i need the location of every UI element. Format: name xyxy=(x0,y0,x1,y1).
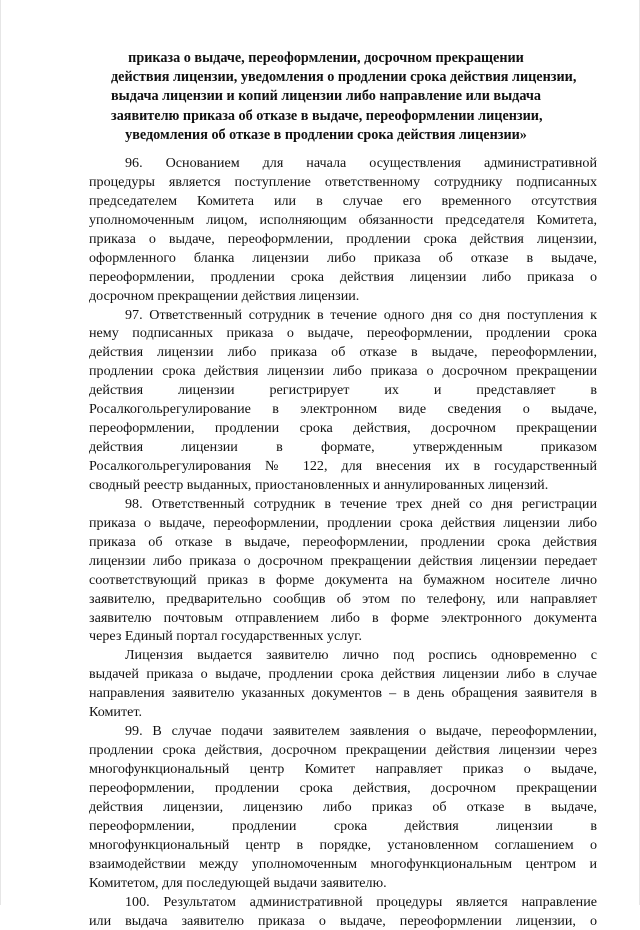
text-line: переоформлении, продлении срока действия лицензии в xyxy=(89,817,597,836)
text-line: многофункциональный центр Комитет направляет приказ о выдаче, xyxy=(89,760,597,779)
text-line: сводный реестр выданных, приостановленных и аннулированных лицензий. xyxy=(89,476,597,495)
text-line: или выдача заявителю приказа о выдаче, переоформлении лицензии, о xyxy=(89,912,597,930)
text-line: выдачей приказа о выдаче, продлении срока действия лицензии либо в случае xyxy=(89,665,597,684)
text-line: 99. В случае подачи заявителем заявления о выдаче, переоформлении, xyxy=(89,722,597,741)
text-line: 97. Ответственный сотрудник в течение одного дня со дня поступления к xyxy=(89,306,597,325)
paragraph-100 xyxy=(89,893,597,930)
text-line: Росалкогольрегулирования № 122, для внесения их в государственный xyxy=(89,457,597,476)
text-line: приказа о выдаче, переоформлении, продлении срока действия лицензии, xyxy=(89,230,597,249)
heading-line: заявителю приказа об отказе в выдаче, переоформлении лицензии, xyxy=(111,107,541,126)
text-line: процедуры является поступление ответственному сотруднику подписанных xyxy=(89,173,597,192)
text-line: заявителю почтовым отправлением либо в форме электронного документа xyxy=(89,609,597,628)
text-line: приказа об отказе в выдаче, переоформлении, продлении срока действия xyxy=(89,533,597,552)
text-line: Росалкогольрегулирование в электронном виде сведения о выдаче, xyxy=(89,400,597,419)
document-body xyxy=(89,154,597,930)
heading-line: приказа о выдаче, переоформлении, досрочном прекращении xyxy=(111,49,541,68)
text-line: председателем Комитета или в случае его временного отсутствия xyxy=(89,192,597,211)
text-line: действия лицензии регистрирует их и представляет в xyxy=(89,381,597,400)
text-line: многофункциональный центр в порядке, установленном соглашением о xyxy=(89,836,597,855)
text-line: взаимодействии между уполномоченным многофункциональным центром и xyxy=(89,855,597,874)
paragraph-99 xyxy=(89,722,597,892)
text-line: досрочном прекращении действия лицензии. xyxy=(89,287,597,306)
text-line: действия лицензии в формате, утвержденным приказом xyxy=(89,438,597,457)
heading-line: выдача лицензии и копий лицензии либо направление или выдача xyxy=(111,87,541,106)
text-line: 98. Ответственный сотрудник в течение трех дней со дня регистрации xyxy=(89,495,597,514)
text-line: направления заявителю указанных документов – в день обращения заявителя в xyxy=(89,684,597,703)
paragraph-97 xyxy=(89,306,597,495)
text-line: Комитетом, для последующей выдачи заявителю. xyxy=(89,874,597,893)
text-line: уполномоченным лицом, исполняющим обязанности председателя Комитета, xyxy=(89,211,597,230)
text-line: действия лицензии, лицензию либо приказ об отказе в выдаче, xyxy=(89,798,597,817)
text-line: продлении срока действия, досрочном прекращении действия лицензии через xyxy=(89,741,597,760)
text-line: приказа о выдаче, переоформлении, продлении срока действия лицензии либо xyxy=(89,514,597,533)
text-line: соответствующий приказ в форме документа на бумажном носителе лично xyxy=(89,571,597,590)
text-line: Лицензия выдается заявителю лично под роспись одновременно с xyxy=(89,646,597,665)
paragraph-98 xyxy=(89,495,597,647)
text-line: переоформлении, продлении срока действия, досрочном прекращении xyxy=(89,419,597,438)
text-line: оформленного бланка лицензии либо приказа об отказе в выдаче, xyxy=(89,249,597,268)
text-line: через Единый портал государственных услуг. xyxy=(89,627,597,646)
heading-line: действия лицензии, уведомления о продлении срока действия лицензии, xyxy=(111,68,541,87)
text-line: Комитет. xyxy=(89,703,597,722)
heading-line: уведомления об отказе в продлении срока действия лицензии» xyxy=(111,126,541,145)
text-line: заявителю, предварительно сообщив об этом по телефону, или направляет xyxy=(89,590,597,609)
paragraph-license-issue xyxy=(89,646,597,722)
text-line: переоформлении, продлении срока действия лицензии либо приказа о xyxy=(89,268,597,287)
text-line: переоформлении, продлении срока действия, досрочном прекращении xyxy=(89,779,597,798)
text-line: продлении срока действия лицензии либо приказа о досрочном прекращении xyxy=(89,362,597,381)
text-line: лицензии либо приказа о досрочном прекращении действия лицензии передает xyxy=(89,552,597,571)
text-line: действия лицензии либо приказа об отказе в выдаче, переоформлении, xyxy=(89,343,597,362)
section-heading xyxy=(111,49,541,145)
text-line: 96. Основанием для начала осуществления административной xyxy=(89,154,597,173)
text-line: нему подписанных приказа о выдаче, переоформлении, продлении срока xyxy=(89,324,597,343)
paragraph-96 xyxy=(89,154,597,306)
text-line: 100. Результатом административной процедуры является направление xyxy=(89,893,597,912)
